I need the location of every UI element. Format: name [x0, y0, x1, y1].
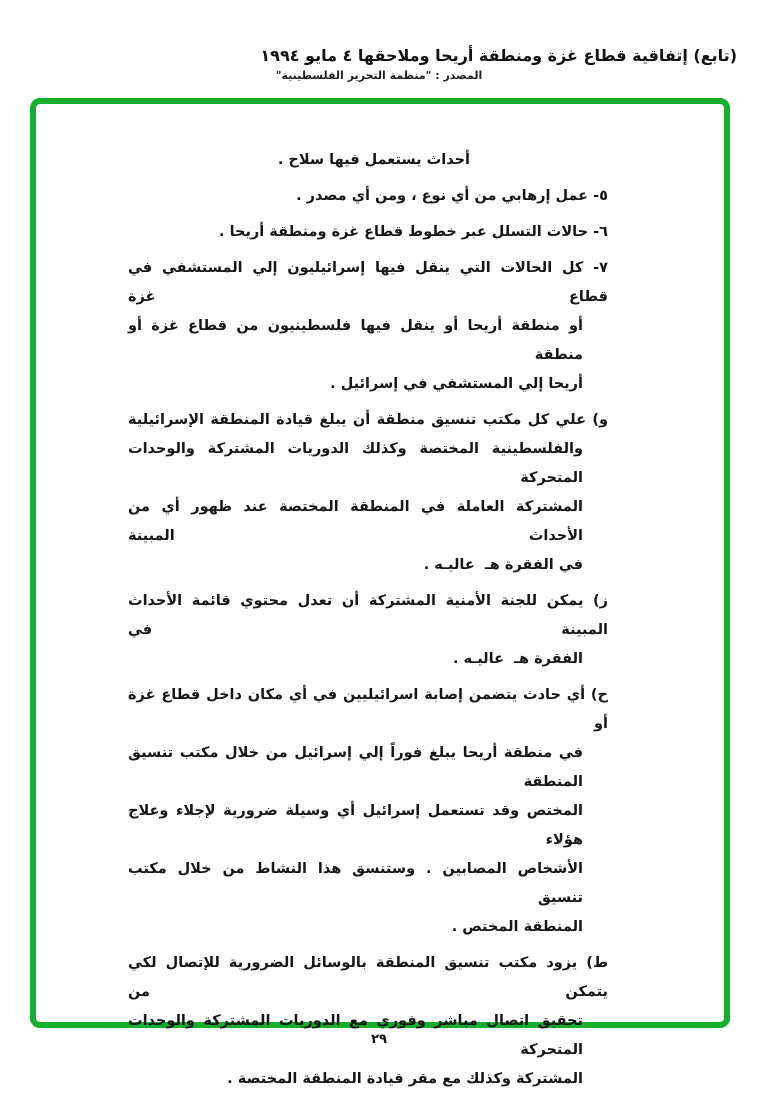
text-line: أحداث يستعمل فيها سلاح . — [277, 152, 470, 168]
paragraph — [128, 406, 608, 580]
document-source: المصدر : "منظمة التحرير الفلسطينية" — [275, 69, 483, 82]
text-line: والفلسطينية المختصة وكذلك الدوريات المشتركة والوحدات المتحركة — [128, 441, 583, 486]
page-number: ٢٩ — [371, 1032, 387, 1047]
page-header — [0, 0, 758, 82]
text-line: الأشخاص المصابين . وستنسق هذا النشاط من خلال مكتب تنسيق — [128, 861, 583, 906]
text-line: ز) يمكن للجنة الأمنية المشتركة أن تعدل محتوي قائمة الأحداث المبينة في — [128, 593, 608, 638]
paragraph — [128, 681, 608, 942]
paragraph — [128, 182, 608, 211]
text-line: أو منطقة أريحا أو ينقل فيها فلسطينيون من قطاع غزة أو منطقة — [128, 318, 583, 363]
text-line: ح) أي حادث يتضمن إصابة اسرائيليين في أي مكان داخل قطاع غزة أو — [128, 687, 608, 732]
paragraph — [128, 587, 608, 674]
text-line: في منطقة أريحا يبلغ فوراً إلي إسرائيل من خلال مكتب تنسيق المنطقة — [128, 745, 583, 790]
text-line: ط) يزود مكتب تنسيق المنطقة بالوسائل الضرورية للإتصال لكي يتمكن من — [128, 955, 608, 1000]
paragraph — [128, 949, 608, 1094]
text-line: المشتركة وكذلك مع مقر قيادة المنطقة المختصة . — [227, 1071, 583, 1087]
document-title: (تابع) إتفاقية قطاع غزة ومنطقة أريحا وملاحقها ٤ مايو ١٩٩٤ — [260, 46, 737, 65]
paragraph — [128, 218, 608, 247]
text-line: المختص وقد تستعمل إسرائيل أي وسيلة ضرورية لإجلاء وعلاج هؤلاء — [128, 803, 583, 848]
text-line: و) علي كل مكتب تنسيق منطقة أن يبلغ قيادة المنطقة الإسرائيلية — [128, 412, 608, 428]
text-line: الفقرة هـ ‏ عاليـه . — [452, 651, 583, 667]
text-line: ٥- عمل إرهابي من أي نوع ، ومن أي مصدر . — [296, 188, 608, 204]
text-line: في الفقرة هـ ‏ عاليـه . — [423, 557, 583, 573]
document-body — [36, 104, 724, 1094]
text-line: ٧- كل الحالات التي ينقل فيها إسرائيليون إلي المستشفي في قطاع غزة — [128, 260, 608, 305]
paragraph — [128, 146, 608, 175]
text-line: أريحا إلي المستشفي في إسرائيل . — [330, 376, 583, 392]
text-line: تحقيق اتصال مباشر وفوري مع الدوريات المشتركة والوحدات المتحركة — [128, 1013, 583, 1058]
text-line: المشتركة العاملة في المنطقة المختصة عند ظهور أي من الأحداث المبينة — [128, 499, 583, 544]
paragraph — [128, 254, 608, 399]
text-line: المنطقة المختص . — [451, 919, 583, 935]
text-line: ٦- حالات التسلل عبر خطوط قطاع غزة ومنطقة أريحا . — [219, 224, 608, 240]
